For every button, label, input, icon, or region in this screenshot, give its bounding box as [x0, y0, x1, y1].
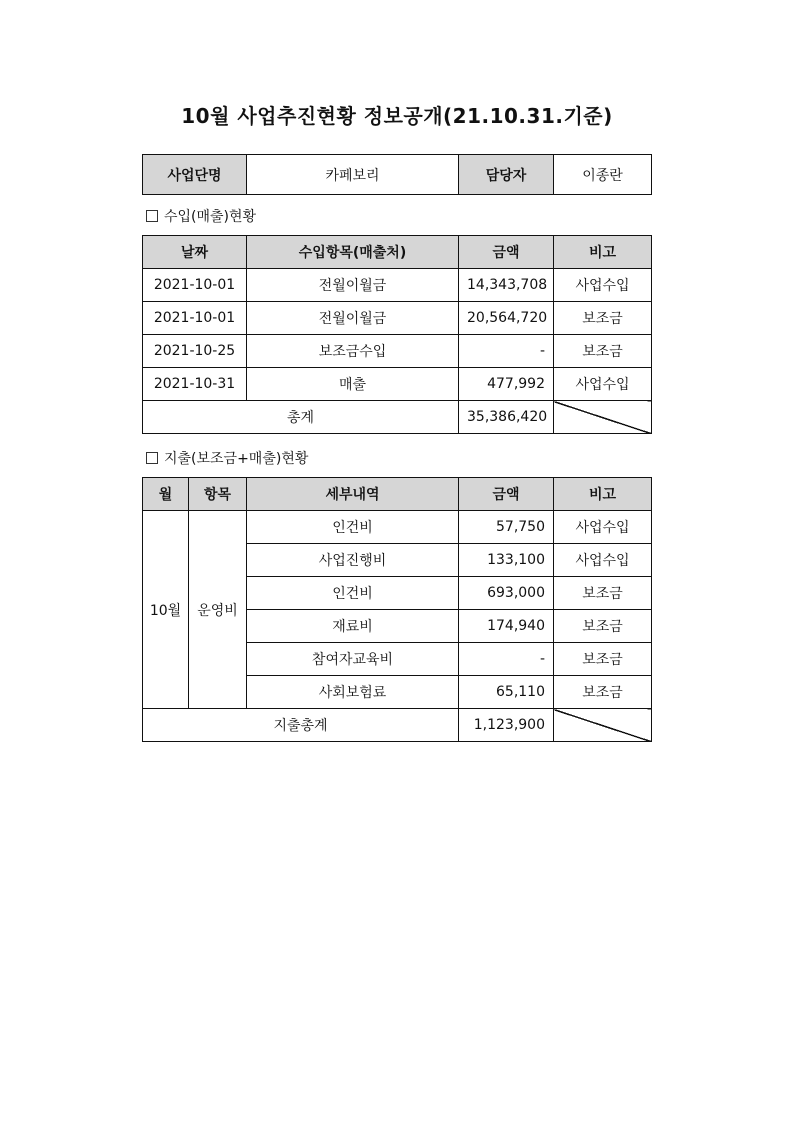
expense-month: 10월: [143, 511, 189, 709]
expense-amount: -: [459, 643, 554, 676]
diagonal-empty-cell: [554, 401, 652, 434]
expense-amount: 133,100: [459, 544, 554, 577]
income-total-row: [143, 401, 652, 434]
table-row: [143, 302, 652, 335]
expense-amount: 693,000: [459, 577, 554, 610]
income-date: 2021-10-01: [143, 302, 247, 335]
income-note: 보조금: [554, 302, 652, 335]
expense-header-row: [143, 478, 652, 511]
expense-total-label: 지출총계: [143, 709, 459, 742]
income-table: [142, 235, 652, 434]
income-item: 전월이월금: [247, 302, 459, 335]
col-header-category: 항목: [189, 478, 247, 511]
expense-heading-text: 지출(보조금+매출)현황: [164, 451, 309, 467]
income-amount: 14,343,708: [459, 269, 554, 302]
income-amount: -: [459, 335, 554, 368]
col-header-month: 월: [143, 478, 189, 511]
income-heading-text: 수입(매출)현황: [164, 209, 257, 225]
expense-category: 운영비: [189, 511, 247, 709]
expense-detail: 사업진행비: [247, 544, 459, 577]
income-section-heading: [146, 206, 256, 226]
expense-note: 보조금: [554, 610, 652, 643]
expense-note: 사업수입: [554, 511, 652, 544]
income-note: 보조금: [554, 335, 652, 368]
expense-note: 보조금: [554, 643, 652, 676]
business-info-table: [142, 154, 652, 195]
checkbox-square-icon: [146, 452, 158, 464]
expense-detail: 참여자교육비: [247, 643, 459, 676]
income-amount: 477,992: [459, 368, 554, 401]
diagonal-empty-cell: [554, 709, 652, 742]
checkbox-square-icon: [146, 210, 158, 222]
col-header-note: 비고: [554, 478, 652, 511]
income-item: 보조금수입: [247, 335, 459, 368]
col-header-amount: 금액: [459, 236, 554, 269]
manager-label: 담당자: [459, 155, 554, 195]
expense-note: 보조금: [554, 676, 652, 709]
income-note: 사업수입: [554, 269, 652, 302]
income-header-row: [143, 236, 652, 269]
page-title: 10월 사업추진현황 정보공개(21.10.31.기준): [181, 104, 613, 128]
expense-note: 사업수입: [554, 544, 652, 577]
table-row: [143, 368, 652, 401]
expense-amount: 174,940: [459, 610, 554, 643]
col-header-item: 수입항목(매출처): [247, 236, 459, 269]
income-total-label: 총계: [143, 401, 459, 434]
col-header-detail: 세부내역: [247, 478, 459, 511]
expense-detail: 재료비: [247, 610, 459, 643]
col-header-date: 날짜: [143, 236, 247, 269]
income-note: 사업수입: [554, 368, 652, 401]
expense-total-row: [143, 709, 652, 742]
business-name-label: 사업단명: [143, 155, 247, 195]
income-date: 2021-10-01: [143, 269, 247, 302]
income-date: 2021-10-25: [143, 335, 247, 368]
expense-table: [142, 477, 652, 742]
manager-value: 이종란: [554, 155, 652, 195]
expense-detail: 인건비: [247, 577, 459, 610]
expense-amount: 57,750: [459, 511, 554, 544]
expense-total-amount: 1,123,900: [459, 709, 554, 742]
income-total-amount: 35,386,420: [459, 401, 554, 434]
income-item: 매출: [247, 368, 459, 401]
income-date: 2021-10-31: [143, 368, 247, 401]
col-header-amount: 금액: [459, 478, 554, 511]
expense-detail: 인건비: [247, 511, 459, 544]
business-info-row: [143, 155, 652, 195]
income-amount: 20,564,720: [459, 302, 554, 335]
col-header-note: 비고: [554, 236, 652, 269]
table-row: [143, 335, 652, 368]
expense-note: 보조금: [554, 577, 652, 610]
expense-section-heading: [146, 448, 308, 468]
expense-amount: 65,110: [459, 676, 554, 709]
table-row: [143, 511, 652, 544]
expense-detail: 사회보험료: [247, 676, 459, 709]
income-item: 전월이월금: [247, 269, 459, 302]
table-row: [143, 269, 652, 302]
business-name-value: 카페보리: [247, 155, 459, 195]
